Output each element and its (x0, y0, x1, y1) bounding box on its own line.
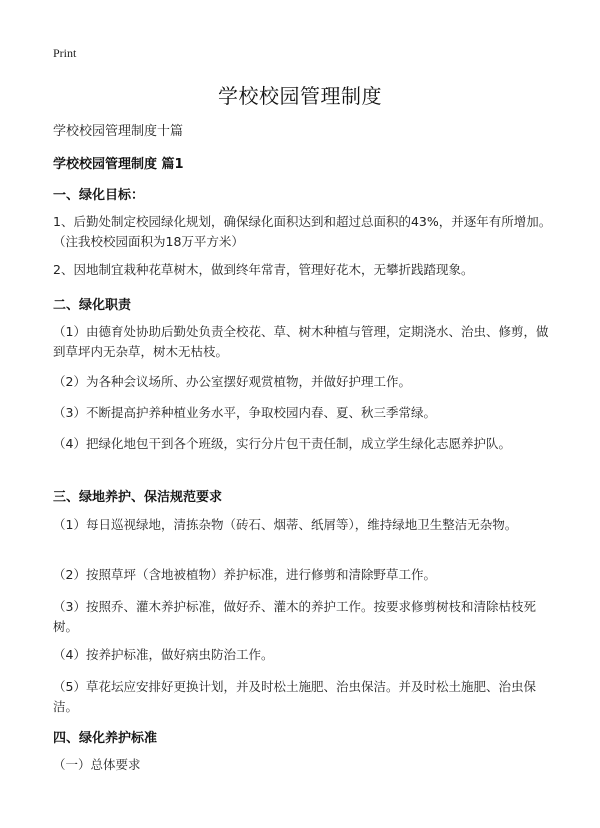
article-heading: 学校校园管理制度 篇1 (53, 157, 184, 172)
section-heading-3: 三、绿地养护、保洁规范要求 (53, 490, 223, 505)
section-heading-2: 二、绿化职责 (53, 298, 132, 313)
document-subtitle: 学校校园管理制度十篇 (53, 124, 184, 139)
paragraph: 2、因地制宜栽种花草树木，做到终年常青，管理好花木，无攀折践踏现象。 (53, 262, 474, 277)
paragraph: （一）总体要求 (53, 757, 141, 772)
paragraph: （1）由德育处协助后勤处负责全校花、草、树木种植与管理，定期浇水、治虫、修剪，做到草坪内无杂草，树木无枯枝。 (53, 324, 549, 359)
paragraph: （3）不断提高护养种植业务水平，争取校园内春、夏、秋三季常绿。 (53, 405, 436, 420)
paragraph: （4）按养护标准，做好病虫防治工作。 (53, 647, 274, 662)
paragraph: （1）每日巡视绿地，清拣杂物（砖石、烟蒂、纸屑等），维持绿地卫生整洁无杂物。 (53, 517, 518, 532)
paragraph: 1、后勤处制定校园绿化规划，确保绿化面积达到和超过总面积的43%，并逐年有所增加。（注我校校园面积为18万平方米） (53, 214, 552, 249)
section-heading-1: 一、绿化目标： (53, 188, 145, 203)
document-title: 学校校园管理制度 (218, 84, 382, 108)
print-label[interactable]: Print (53, 46, 77, 60)
section-heading-4: 四、绿化养护标准 (53, 731, 158, 746)
paragraph: （2）按照草坪（含地被植物）养护标准，进行修剪和清除野草工作。 (53, 567, 436, 582)
paragraph: （4）把绿化地包干到各个班级，实行分片包干责任制，成立学生绿化志愿养护队。 (53, 436, 511, 451)
paragraph: （3）按照乔、灌木养护标准，做好乔、灌木的养护工作。按要求修剪树枝和清除枯枝死树。 (53, 599, 536, 634)
paragraph: （5）草花坛应安排好更换计划，并及时松土施肥、治虫保洁。并及时松土施肥、治虫保洁。 (53, 679, 536, 714)
paragraph: （2）为各种会议场所、办公室摆好观赏植物，并做好护理工作。 (53, 374, 411, 389)
